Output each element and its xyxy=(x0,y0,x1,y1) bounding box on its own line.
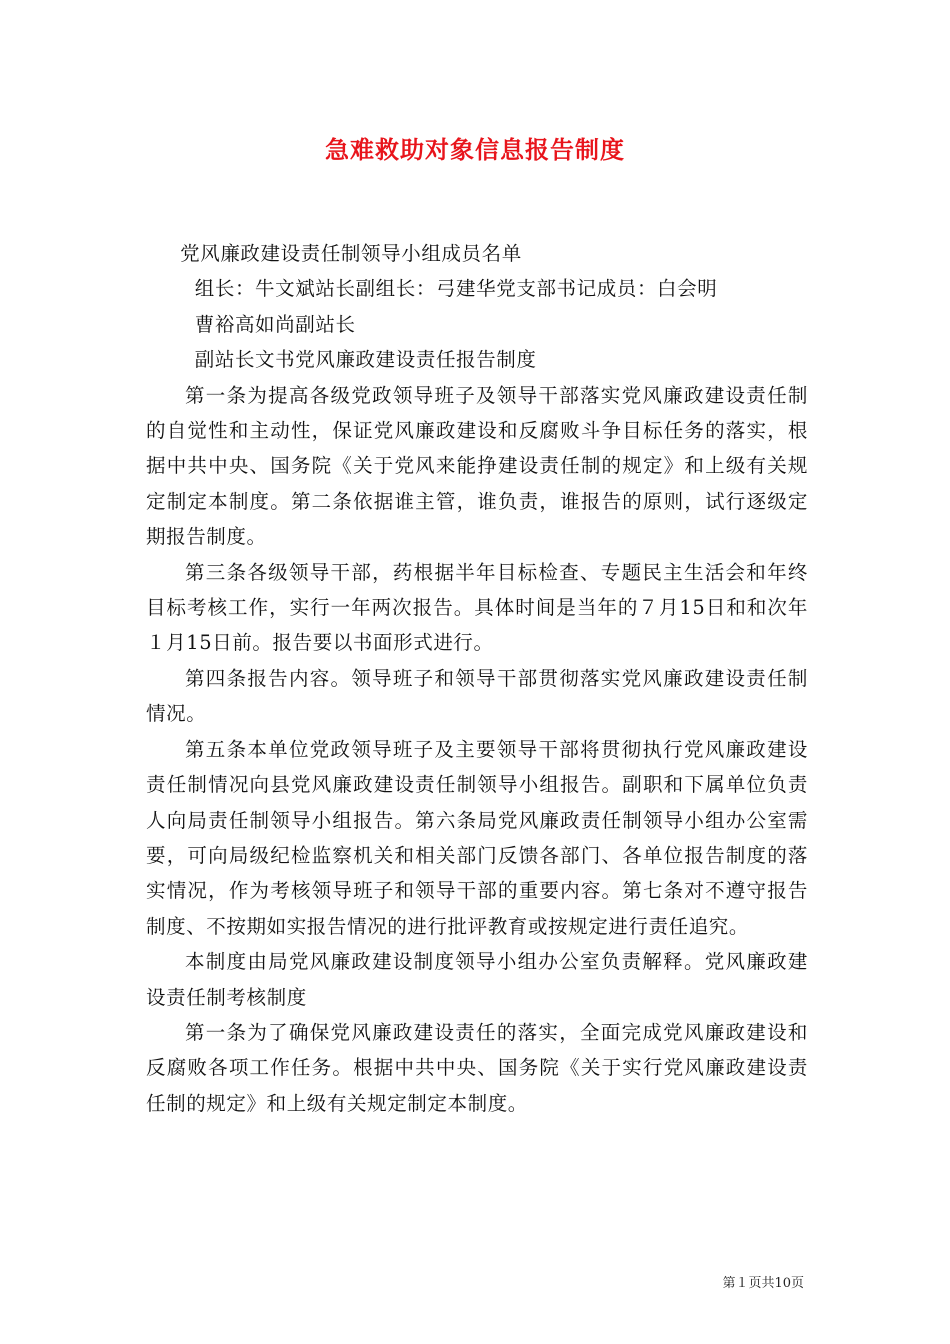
paragraph-article-5-7: 第五条本单位党政领导班子及主要领导干部将贯彻执行党风廉政建设责任制情况向县党风廉政建设责任制领导小组报告。副职和下属单位负责人向局责任制领导小组报告。第六条局党风廉政责任制领导小组办公室需要，可向局级纪检监察机关和相关部门反馈各部门、各单位报告制度的落实情况，作为考核领导班子和领导干部的重要内容。第七条对不遵守报告制度、不按期如实报告情况的进行批评教育或按规定进行责任追究。 xyxy=(146,737,808,938)
paragraph-members-cont: 曹裕高如尚副站长 xyxy=(194,312,356,336)
paragraph-leaders: 组长：牛文斌站长副组长：弓建华党支部书记成员：白会明 xyxy=(194,277,718,301)
paragraph-member-list: 党风廉政建设责任制领导小组成员名单 xyxy=(180,242,522,265)
document-body xyxy=(146,236,808,1121)
page-number: 第１页共10页 xyxy=(722,1276,804,1291)
paragraph-report-system-title: 副站长文书党风廉政建设责任报告制度 xyxy=(194,348,537,372)
paragraph-interpretation: 本制度由局党风廉政建设制度领导小组办公室负责解释。党风廉政建设责任制考核制度 xyxy=(146,950,808,1009)
document-title: 急难救助对象信息报告制度 xyxy=(325,135,625,164)
paragraph-assessment-article-1: 第一条为了确保党风廉政建设责任的落实，全面完成党风廉政建设和反腐败各项工作任务。根据中共中央、国务院《关于实行党风廉政建设责任制的规定》和上级有关规定制定本制度。 xyxy=(146,1020,808,1115)
paragraph-article-1-2: 第一条为提高各级党政领导班子及领导干部落实党风廉政建设责任制的自觉性和主动性，保证党风廉政建设和反腐败斗争目标任务的落实，根据中共中央、国务院《关于党风来能挣建设责任制的规定》和上级有关规定制定本制度。第二条依据谁主管，谁负责，谁报告的原则，试行逐级定期报告制度。 xyxy=(146,383,808,549)
paragraph-article-4: 第四条报告内容。领导班子和领导干部贯彻落实党风廉政建设责任制情况。 xyxy=(146,666,808,726)
paragraph-article-3: 第三条各级领导干部，药根据半年目标检查、专题民主生活会和年终目标考核工作，实行一年两次报告。具体时间是当年的７月15日和和次年１月15日前。报告要以书面形式进行。 xyxy=(146,560,808,655)
